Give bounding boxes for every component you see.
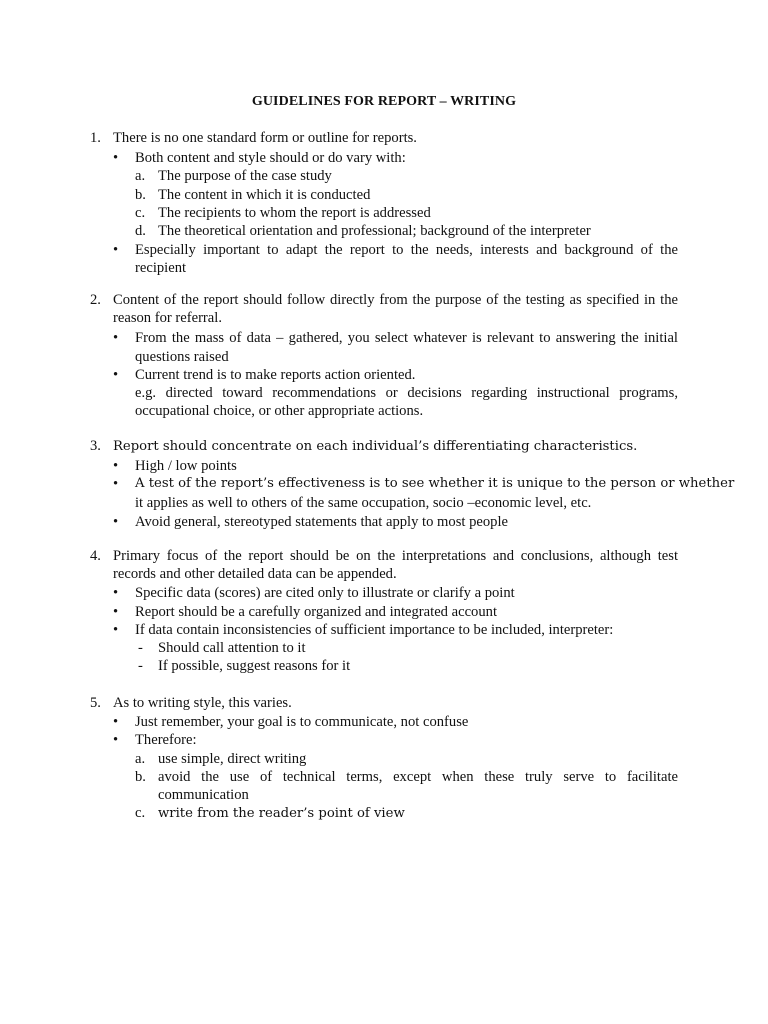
section-3-number: 3.: [90, 438, 101, 454]
bullet-text: Avoid general, stereotyped statements that apply to most people: [135, 513, 508, 530]
list-item: [90, 513, 678, 531]
list-item: [90, 657, 678, 675]
section-2-heading: [90, 291, 678, 327]
list-label: c.: [135, 805, 146, 822]
bullet-text: High / low points: [135, 458, 237, 475]
bullet-icon: •: [113, 366, 119, 383]
bullet-text: Report should be a carefully organized and integrated account: [135, 603, 498, 620]
list-text: The recipients to whom the report is addressed: [158, 204, 431, 221]
list-label: b.: [135, 768, 146, 785]
bullet-icon: •: [113, 150, 119, 167]
section-5-number: 5.: [90, 695, 101, 711]
section-5-heading: [90, 694, 678, 712]
list-item: [90, 804, 678, 823]
bullet-text: If data contain inconsistencies of sufficient importance to be included, interpreter:: [135, 621, 614, 638]
section-1-text: There is no one standard form or outline for reports.: [113, 130, 417, 146]
section-5: [90, 694, 678, 823]
list-item: [90, 584, 678, 602]
section-1-heading: [90, 129, 678, 147]
section-3-text: Report should concentrate on each individual’s differentiating characteristics.: [113, 439, 638, 454]
bullet-text: Therefore:: [135, 732, 197, 749]
bullet-text: From the mass of data – gathered, you select whatever is relevant to answering the initial questions raised: [135, 330, 678, 365]
section-2-text: Content of the report should follow directly from the purpose of the testing as specified in the reason for referral.: [113, 292, 678, 327]
bullet-text: Specific data (scores) are cited only to illustrate or clarify a point: [135, 585, 515, 602]
dash-label: -: [138, 640, 143, 657]
list-text: If possible, suggest reasons for it: [158, 658, 351, 675]
list-text: The content in which it is conducted: [158, 186, 371, 203]
list-item: [90, 475, 735, 511]
section-4-number: 4.: [90, 548, 101, 564]
list-item: [90, 639, 678, 657]
section-5-text: As to writing style, this varies.: [113, 695, 292, 711]
list-item: [90, 750, 678, 768]
list-item: [90, 603, 678, 621]
list-label: a.: [135, 168, 146, 185]
bullet-continuation: e.g. directed toward recommendations or decisions regarding instructional programs, occupational choice, or other appropriate actions.: [135, 385, 678, 420]
bullet-icon: •: [113, 242, 119, 259]
list-text: Should call attention to it: [158, 640, 306, 657]
section-3-heading: [90, 437, 678, 456]
list-item: [90, 222, 678, 240]
list-item: [90, 329, 678, 365]
list-item: [90, 149, 678, 167]
list-item: [90, 713, 678, 731]
list-item: [90, 731, 678, 749]
bullet-icon: •: [113, 458, 119, 475]
bullet-icon: •: [113, 621, 119, 638]
section-2-number: 2.: [90, 292, 101, 308]
bullet-text: Both content and style should or do vary with:: [135, 150, 406, 167]
bullet-icon: •: [113, 714, 119, 731]
bullet-text: Just remember, your goal is to communicate, not confuse: [135, 714, 469, 731]
bullet-icon: •: [113, 732, 119, 749]
bullet-icon: •: [113, 513, 119, 530]
section-1-number: 1.: [90, 130, 101, 146]
list-text: The purpose of the case study: [158, 168, 332, 185]
list-text: avoid the use of technical terms, except when these truly serve to facilitate communication: [158, 768, 678, 804]
list-item: [90, 621, 678, 639]
section-1: [90, 129, 678, 278]
list-item: [90, 768, 678, 804]
document-title: GUIDELINES FOR REPORT – WRITING: [251, 94, 517, 109]
section-4-heading: [90, 547, 678, 583]
list-label: d.: [135, 223, 146, 240]
list-text: use simple, direct writing: [158, 750, 307, 767]
list-item: [90, 167, 678, 185]
section-3: [90, 437, 735, 531]
list-item: [90, 204, 678, 222]
list-item: [90, 457, 678, 475]
dash-label: -: [138, 658, 143, 675]
bullet-text: Especially important to adapt the report to the needs, interests and background of the recipient: [135, 242, 678, 277]
list-item: [90, 366, 678, 384]
list-label: c.: [135, 204, 146, 221]
list-item: [90, 241, 678, 277]
section-4-text: Primary focus of the report should be on the interpretations and conclusions, although test records and other detailed data can be appended.: [113, 548, 678, 583]
list-label: b.: [135, 186, 146, 203]
list-text: The theoretical orientation and professional; background of the interpreter: [158, 223, 591, 240]
list-label: a.: [135, 750, 146, 767]
bullet-text-continued: it applies as well to others of the same occupation, socio –economic level, etc.: [135, 494, 592, 511]
bullet-icon: •: [113, 585, 119, 602]
section-4: [90, 547, 678, 675]
bullet-icon: •: [113, 330, 119, 347]
bullet-text: A test of the report’s effectiveness is to see whether it is unique to the person or whether: [135, 476, 735, 492]
bullet-icon: •: [113, 603, 119, 620]
section-2: [90, 291, 678, 420]
bullet-text: Current trend is to make reports action oriented.: [135, 366, 416, 383]
list-text: write from the reader’s point of view: [158, 806, 405, 822]
bullet-icon: •: [113, 476, 119, 493]
list-item: [90, 186, 678, 204]
